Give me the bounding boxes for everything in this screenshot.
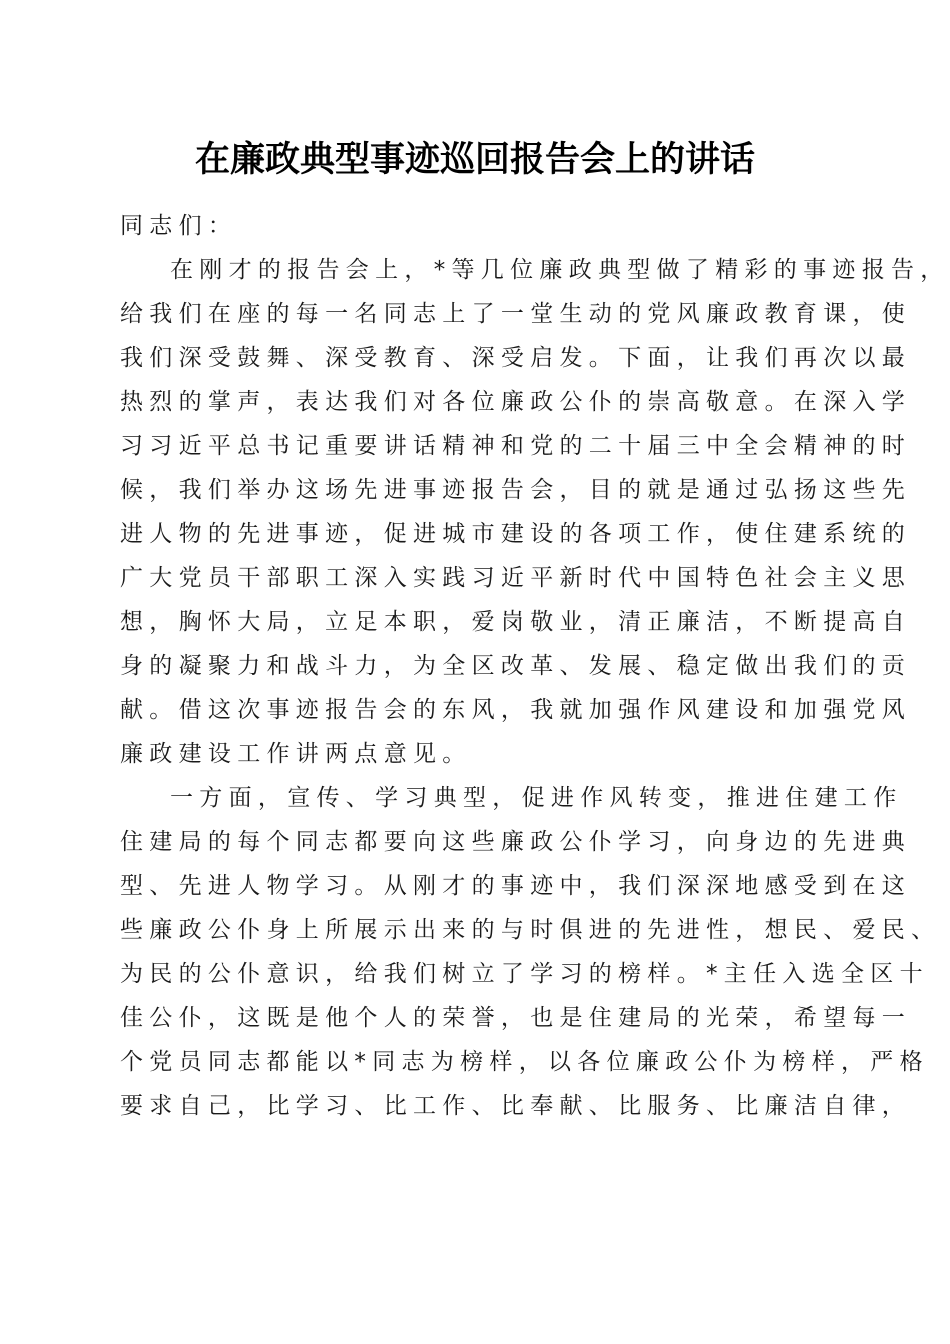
paragraph-line: 要求自己，比学习、比工作、比奉献、比服务、比廉洁自律， xyxy=(120,1093,912,1119)
paragraph-line: 型、先进人物学习。从刚才的事迹中，我们深深地感受到在这 xyxy=(120,873,912,899)
paragraph-line: 进人物的先进事迹，促进城市建设的各项工作，使住建系统的 xyxy=(120,521,912,547)
paragraph-line: 个党员同志都能以*同志为榜样，以各位廉政公仆为榜样，严格 xyxy=(120,1049,929,1075)
paragraph-line: 在刚才的报告会上，*等几位廉政典型做了精彩的事迹报告， xyxy=(170,257,950,283)
document-body xyxy=(120,204,950,1128)
paragraph-line: 候，我们举办这场先进事迹报告会，目的就是通过弘扬这些先 xyxy=(120,477,912,503)
document-title: 在廉政典型事迹巡回报告会上的讲话 xyxy=(194,139,755,180)
paragraph-line: 为民的公仆意识，给我们树立了学习的榜样。*主任入选全区十 xyxy=(120,961,929,987)
paragraph-line: 我们深受鼓舞、深受教育、深受启发。下面，让我们再次以最 xyxy=(120,345,912,371)
paragraph-line: 习习近平总书记重要讲话精神和党的二十届三中全会精神的时 xyxy=(120,433,912,459)
paragraph-line: 佳公仆，这既是他个人的荣誉，也是住建局的光荣，希望每一 xyxy=(120,1005,912,1031)
paragraph-line: 身的凝聚力和战斗力，为全区改革、发展、稳定做出我们的贡 xyxy=(120,653,912,679)
paragraph-line: 想，胸怀大局，立足本职，爱岗敬业，清正廉洁，不断提高自 xyxy=(120,609,912,635)
paragraph-line: 热烈的掌声，表达我们对各位廉政公仆的崇高敬意。在深入学 xyxy=(120,389,912,415)
paragraph-line: 献。借这次事迹报告会的东风，我就加强作风建设和加强党风 xyxy=(120,697,912,723)
paragraph-line: 廉政建设工作讲两点意见。 xyxy=(120,741,472,767)
paragraph-line: 广大党员干部职工深入实践习近平新时代中国特色社会主义思 xyxy=(120,565,912,591)
paragraph-line: 些廉政公仆身上所展示出来的与时俱进的先进性，想民、爱民、 xyxy=(120,917,941,943)
salutation: 同志们： xyxy=(120,213,238,239)
paragraph-line: 住建局的每个同志都要向这些廉政公仆学习，向身边的先进典 xyxy=(120,829,912,855)
paragraph-line: 一方面，宣传、学习典型，促进作风转变，推进住建工作 xyxy=(170,785,903,811)
paragraph-line: 给我们在座的每一名同志上了一堂生动的党风廉政教育课，使 xyxy=(120,301,912,327)
